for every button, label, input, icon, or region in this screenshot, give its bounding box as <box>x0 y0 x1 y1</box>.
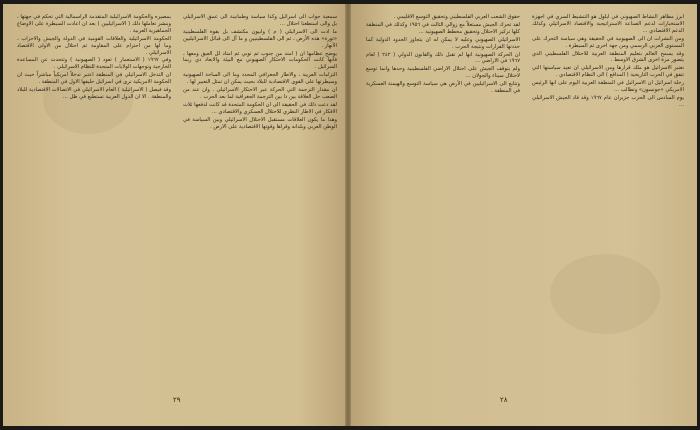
paragraph: تعتبر الاسرائيل هو ملك قرارها ومن الاسرائيلي ان تعيد سياستها التي تتفق في الحرب التاريخية ( المدافع ) الى النظام الاقتصادي . <box>532 65 684 79</box>
left-page-left-column <box>17 14 171 394</box>
paragraph: ان مقدار الترجمة التي الحركة عبر الاحتكار الاسرائيلي . وان عند من الصعب حل العلاقة بين ذا بين الترجمة الجغرافية لما بعد الحرب . <box>183 87 337 100</box>
page-number: ٢٩ <box>173 396 181 404</box>
left-page-right-column <box>183 14 337 394</box>
paragraph: وقد فيصل ( الاسرائيلية ) العام الاسرائيلي في الاتصالات الاقتصادية للبلاد والمنطقة . الا ان الدول العربية تستطيع في ظل ... <box>17 87 171 100</box>
paragraph: ابرز مظاهر النشاط الصهيوني في ايلول هو التنشيط السري في اجهزة الاستخبارات لدعم الصناعة الاستراتيجية والاقتصاد الاسرائيلي وكذلك الدعم الاقتصادي ... <box>532 14 684 34</box>
paragraph: ان الحركة الصهيونية انها لم تقبل ذلك والقانون الدولي ( ٢٤٢ ) لعام ١٩٦٧ في الاراضي ... <box>366 51 520 65</box>
right-page <box>350 4 697 426</box>
paragraph: رحلة اسرائيل ان الاسرائيل في المنطقة العربية اليوم على انها الرئيس الامريكي «جونسون» وتطالب ... <box>532 80 684 94</box>
paragraph: حقوق الشعب العربي الفلسطيني وتحقيق التوسع الاقليمي . <box>393 14 520 20</box>
paragraph: الاسرائيلي الصهيوني وعليه لا يمكن له ان يتجاوز الحدود الدولية كما حددتها القرارات ونتيجة الحرب . <box>366 36 520 50</box>
paragraph: وتتابع الى الاسرائيليين في الأرض هي سياسة التوسع والهيمنة العسكرية في المنطقة . <box>366 81 520 95</box>
paragraph: وفي ١٩٦٧ ( الاستعمار ) تعود ( الصهيونية ) وتتحدث عن المساعدة الخارجية وتوجهات الولايات المتحدة للنظام الاسرائيلي . <box>17 57 171 71</box>
paragraph: سمعية جواب الى اسرائيل وكذا سياسة وطمانينة الى عمق الاسرائيلي بل والى استطعنا احتلال ... <box>183 14 337 27</box>
book-gutter <box>345 4 351 426</box>
left-page <box>3 4 350 426</box>
paragraph: وقد يسمح العالم بتعليم المنطقة العربية للاحتلال الفلسطيني الذي يتصور مرة اخرى الشرق الاوسط . <box>532 50 684 64</box>
paragraph: التزامات العربية ، والاطار الجغرافي المحدد وما الى الساحة الصهيونية وسيطرتها على القوى الاقتصادية للبلاد بحيث يمكن ان تمثل التعبير لها . <box>183 72 337 86</box>
paragraph: ان التدخل الاسرائيلي في المنطقة اعتبر تدخلاً امريكياً مباشراً حيث ان الحكومة الامريكية ترى في اسرائيل حليفها الاول في المنطقة . <box>17 72 171 86</box>
right-page-left-column <box>366 14 520 394</box>
page-number: ٢٨ <box>500 396 508 404</box>
paragraph: ولم يتوقف الجيش على احتلال الاراضي الفلسطينية وحدها وانما توسع لاحتلال سيناء والجولان ... <box>366 66 520 80</box>
paragraph: بمصيره والحكومة الاسرائيلية المتقدمة الرأسمالية التي تحكم في جهتها ، وبنشر تعاملها ذلك ( الاسرائيليين ) بعد ان اعادت السيطرة على الاوضاع الجماهيرية العربية . <box>17 14 171 34</box>
right-page-right-column <box>532 14 684 394</box>
paragraph: يوضح عظامها ان ( امتد من جنوب ثم توبي ثم امتاد لل العيق ومعها ، فانها كانت الحكومات الاحتكار الصهيوني مع البيئة والابعاد دي ربما السرائيل . <box>183 50 337 71</box>
paragraph: ما ادت الى الاسرائيلي ( م ) وابيون مكتشف بل بقوة الفلسطينية «ثورة» هذه الأرض ، ثم الى الفلسطينيين و ما آل الى قبائل الاسرائيليين الأنهار . <box>183 28 337 49</box>
paragraph: الحكومة الاسرائيلية والعلاقات القومية في الدولة والجيش والاحزاب ، وما لها من احترام على المقاومة ثم احتلال من الاولى الاقتصاد الاسرائيلي . <box>17 35 171 56</box>
paragraph: لقد تحرك الجيش مستغلاً مع زوالي الثالث في ١٩٥٦ وكذلك في المنطقة كلها تركيز الاحتلال وتحقيق مخطط الصهيونية ... <box>366 21 520 35</box>
paragraph: يوم السادس الى الحزب جزيران عام ١٩٦٧ وقد قاد الجيش الاسرائيلي ... <box>532 94 684 108</box>
paragraph: لقد دعت ذلك في الحقيقة الى ان الحكومة المتحدة قد كانت لدفعها ثلاث الافكار في الاطار النظري للاحتلال العسكري والاقتصادي ... <box>183 101 337 115</box>
paragraph: ومن النشرات ان الى الصهيونية في الحقيقة وهي سياسة التحرك على المستوى العربي الرسمي ومن جهة اخرى ثم السيطرة . <box>532 35 684 49</box>
paragraph: وهذا ما يكون العلاقات مستقبل الاحتلال الاسرائيلي وبين السياسة في الوطن العربي وبلدانه وقراها وقوتها الاقتصادية على الارض . <box>183 116 337 130</box>
